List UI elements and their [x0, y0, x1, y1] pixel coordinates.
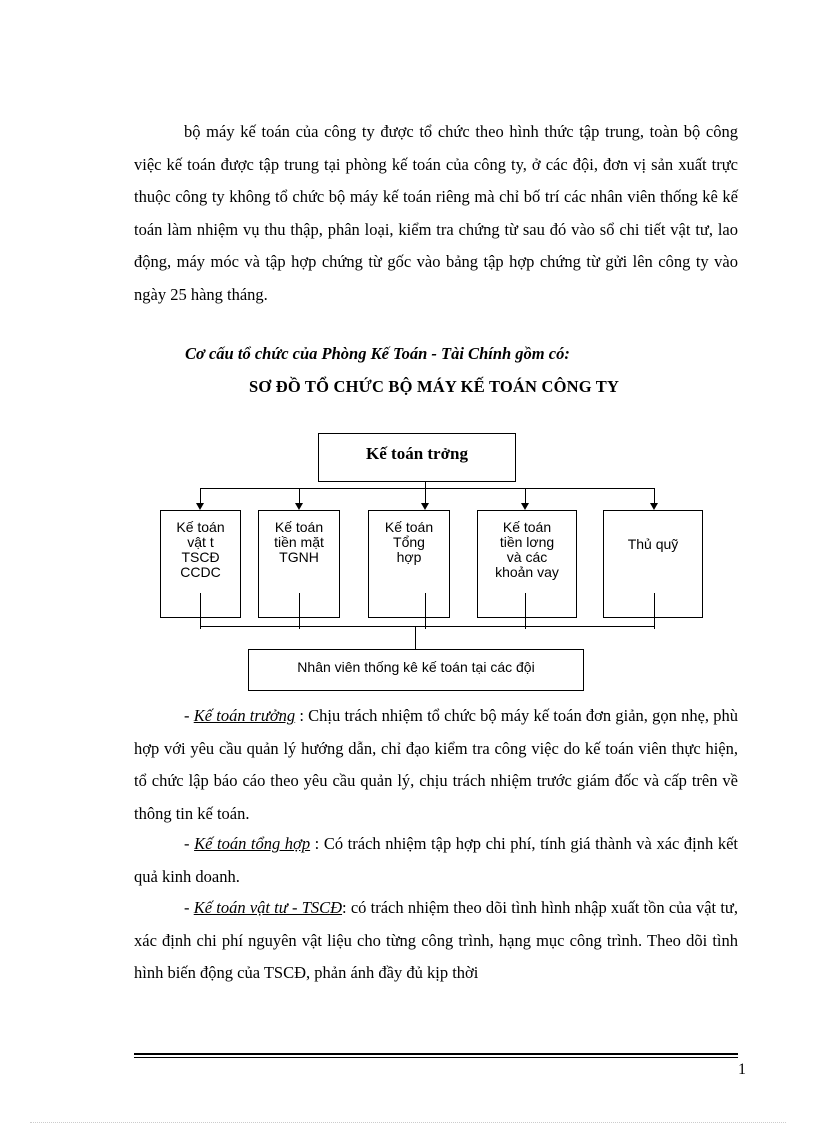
connector-to-staff	[415, 626, 416, 649]
head-accountant-label: Kế toán trởng	[366, 444, 468, 463]
arrow-unit-5	[650, 503, 658, 510]
unit-box-cashier	[603, 510, 703, 618]
unit-label-cash-deposits: Kế toán tiền mặt TGNH	[274, 519, 324, 565]
intro-paragraph: bộ máy kế toán của công ty được tổ chức theo hình thức tập trung, toàn bộ công việc kế toán được tập trung tại phòng kế toán của công ty, ở các đội, đơn vị sản xuất trực thuộc công ty không tổ chức bộ máy kế toán riêng mà chỉ bố trí các nhân viên thống kê kế toán làm nhiệm vụ thu thập, phân loại, kiểm tra chứng từ sau đó vào sổ chi tiết vật tư, lao động, máy móc và tập hợp chứng từ gốc vào bảng tập hợp chứng từ gửi lên công ty vào ngày 25 hàng tháng.	[134, 122, 738, 304]
connector-unit-3	[425, 488, 426, 503]
connector-bottom-bus	[200, 626, 654, 627]
connector-up-2	[299, 593, 300, 629]
arrow-unit-4	[521, 503, 529, 510]
connector-unit-1	[200, 488, 201, 503]
duty-prefix: -	[184, 706, 194, 725]
unit-label-cashier: Thủ quỹ	[627, 536, 679, 552]
connector-up-3	[425, 593, 426, 629]
unit-label-general: Kế toán Tổng hợp	[384, 519, 434, 565]
arrow-unit-3	[421, 503, 429, 510]
connector-top-bus	[200, 488, 654, 489]
page-number: 1	[738, 1061, 746, 1078]
footer-rule-bottom	[134, 1057, 738, 1058]
duty-prefix: -	[184, 834, 195, 853]
duty-text-materials-accountant: : có trách nhiệm theo dõi tình hình nhập xuất tồn của vật tư, xác định chi phí nguyên vật liệu cho từng công trình, hạng mục công trình. Theo dõi tình hình biến động của TSCĐ, phản ánh đầy đủ kịp thời	[134, 898, 738, 982]
duty-role-head-accountant: Kế toán trưởng	[193, 706, 296, 725]
connector-up-4	[525, 593, 526, 629]
duty-prefix: -	[184, 898, 194, 917]
head-accountant-box	[318, 433, 516, 482]
duty-role-general-accountant: Kế toán tổng hợp	[194, 834, 311, 853]
connector-unit-2	[299, 488, 300, 503]
arrow-unit-1	[196, 503, 204, 510]
duty-materials-accountant	[134, 892, 738, 990]
duty-head-accountant	[134, 700, 738, 830]
connector-unit-5	[654, 488, 655, 503]
duty-general-accountant	[134, 828, 738, 893]
staff-label: Nhân viên thống kê kế toán tại các đội	[297, 659, 535, 675]
connector-unit-4	[525, 488, 526, 503]
connector-up-1	[200, 593, 201, 629]
unit-label-payroll-loans: Kế toán tiền lơng và các khoản vay	[495, 519, 559, 580]
arrow-unit-2	[295, 503, 303, 510]
footer-rule-top	[134, 1053, 738, 1055]
unit-label-materials-assets: Kế toán vật t TSCĐ CCDC	[176, 519, 225, 580]
diagram-title: SƠ ĐỒ TỔ CHỨC BỘ MÁY KẾ TOÁN CÔNG TY	[249, 377, 620, 396]
connector-up-5	[654, 593, 655, 629]
duty-text-head-accountant: : Chịu trách nhiệm tổ chức bộ máy kế toán đơn giản, gọn nhẹ, phù hợp với yêu cầu quản lý hướng dẫn, chỉ đạo kiểm tra công việc do kế toán viên thực hiện, tổ chức lập báo cáo theo yêu cầu quản lý, chịu trách nhiệm trước giám đốc và cấp trên về thông tin kế toán.	[134, 706, 738, 823]
duty-role-materials-accountant: Kế toán vật tư - TSCĐ	[193, 898, 343, 917]
duty-text-general-accountant: : Có trách nhiệm tập hợp chi phí, tính giá thành và xác định kết quả kinh doanh.	[134, 834, 738, 886]
unit-box-payroll-loans	[477, 510, 577, 618]
section-subheading: Cơ cấu tổ chức của Phòng Kế Toán - Tài Chính gồm có:	[185, 344, 570, 363]
staff-box	[248, 649, 584, 691]
unit-box-general	[368, 510, 450, 618]
